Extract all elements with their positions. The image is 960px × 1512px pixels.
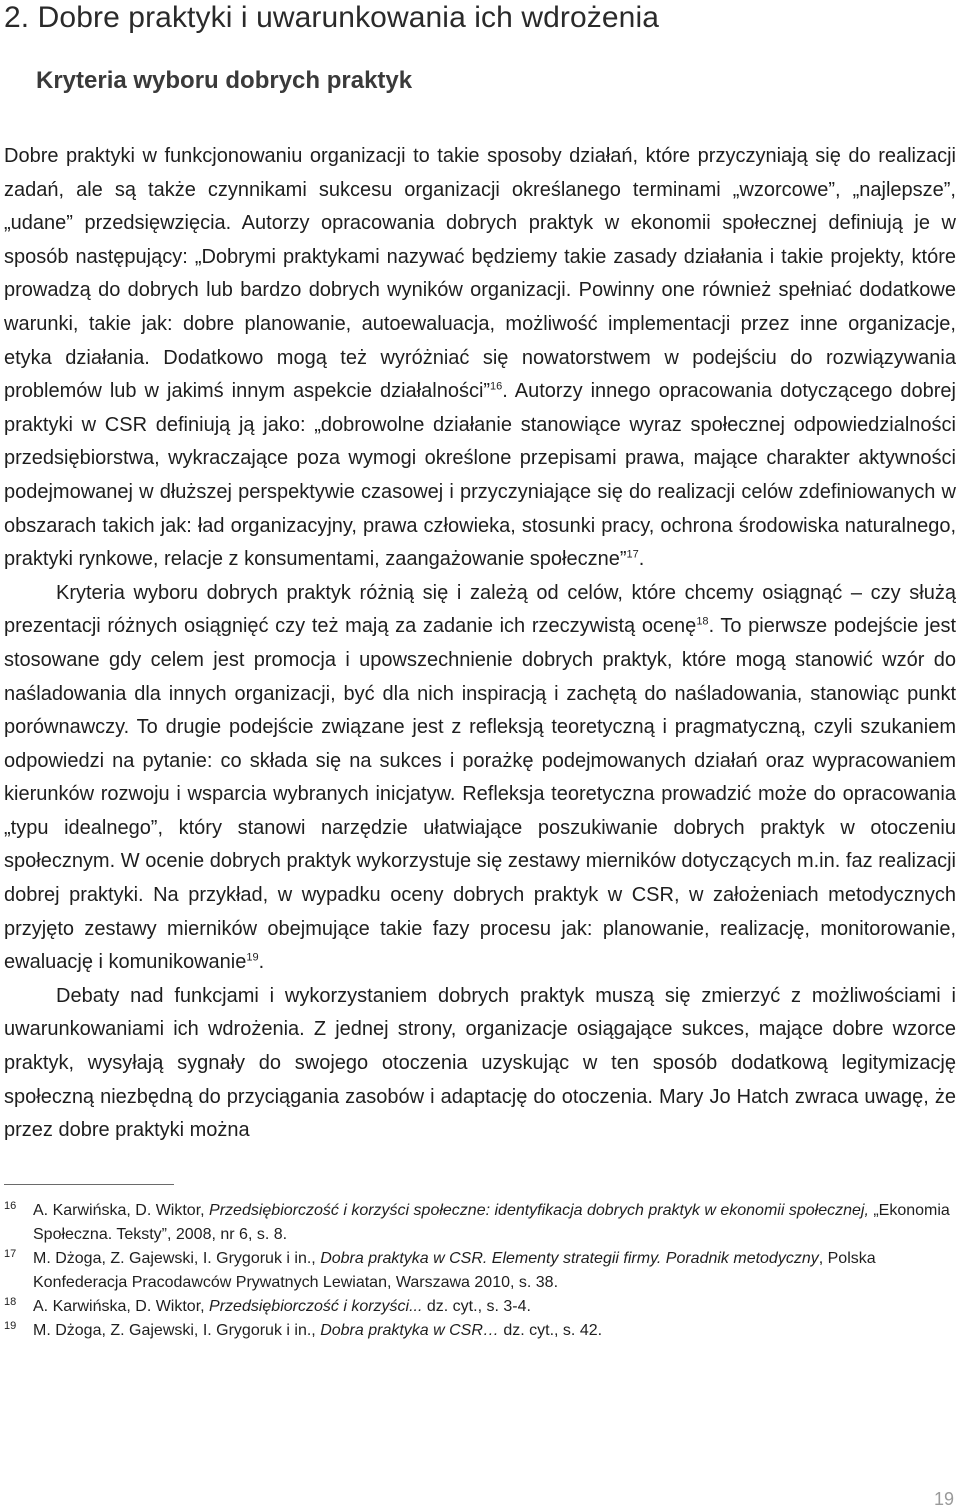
paragraph-text: . To pierwsze podejście jest stosowane gdy celem jest promocja i upowszechnienie dobrych praktyk, które mogą stanowić wzór do naśladowania dla innych organizacji, być dla nich inspiracją i zachętą do naśladowania, stanowiąc punkt porównawczy. To drugie podejście związane jest z refleksją teoretyczną i pragmatyczną, czyli szukaniem odpowiedzi na pytanie: co składa się na sukces i porażkę podejmowanych działań oraz wypracowaniem kierunków rozwoju i wsparcia wybranych inicjatyw. Refleksja teoretyczna prowadzić może do opracowania „typu idealnego”, który stanowi narzędzie ułatwiające poszukiwanie dobrych praktyk w otoczeniu społecznym. W ocenie dobrych praktyk wykorzystuje się zestawy mierników dotyczących m.in. faz realizacji dobrej praktyki. Na przykład, w wypadku oceny dobrych praktyk w CSR, w założeniach metodycznych przyjęto zestawy mierników obejmujące takie fazy procesu jak: planowanie, realizację, monitorowanie, ewaluację i komunikowanie xyxy=(4,615,956,974)
footnote-number: 17 xyxy=(4,1247,17,1260)
footnote-text: M. Dżoga, Z. Gajewski, I. Grygoruk i in., xyxy=(33,1321,321,1339)
footnote-text: „Ekonomia Społeczna. Teksty”, 2008, nr 6, s. 8. xyxy=(33,1201,950,1243)
footnote-title: Przedsiębiorczość i korzyści społeczne: identyfikacja dobrych praktyk w ekonomii społecznej, xyxy=(209,1201,869,1219)
paragraph-text: Dobre praktyki w funkcjonowaniu organizacji to takie sposoby działań, które przyczyniają się do realizacji zadań, ale są także czynnikami sukcesu organizacji określanego terminami „wzorcowe”, „najlepsze”, „udane” przedsięwzięcia. Autorzy opracowania dobrych praktyk w ekonomii społecznej definiują je w sposób następujący: „Dobrymi praktykami nazywać będziemy takie zasady działania i takie projekty, które prowadzą do dobrych lub bardzo dobrych wyników organizacji. Powinny one również spełniać dodatkowe warunki, takie jak: dobre planowanie, autoewaluacja, możliwość implementacji przez inne organizacje, etyka działania. Dodatkowo mogą też wyróżniać się nowatorstwem w podejściu do rozwiązywania problemów lub w jakimś innym aspekcie działalności” xyxy=(4,145,956,403)
footnote-text: A. Karwińska, D. Wiktor, xyxy=(33,1297,210,1315)
paragraph-3 xyxy=(4,980,956,1148)
chapter-title: 2. Dobre praktyki i uwarunkowania ich wdrożenia xyxy=(4,1,660,34)
paragraph-1 xyxy=(4,140,956,577)
paragraph-text: . xyxy=(638,548,645,571)
footnote-title: Dobra praktyka w CSR… xyxy=(320,1321,499,1339)
footnote-text: dz. cyt., s. 42. xyxy=(498,1321,603,1339)
paragraph-text: . xyxy=(258,951,265,974)
page-number: 19 xyxy=(933,1489,954,1509)
footnote-text: , Polska Konfederacja Pracodawców Prywatnych Lewiatan, Warszawa 2010, s. 38. xyxy=(33,1249,876,1291)
footnote-number: 19 xyxy=(4,1319,17,1332)
section-title: Kryteria wyboru dobrych praktyk xyxy=(36,67,413,94)
footnote-17 xyxy=(4,1247,956,1295)
footnote-divider xyxy=(4,1184,174,1185)
footnotes xyxy=(4,1199,956,1343)
body-text xyxy=(4,140,956,1148)
footnote-text: A. Karwińska, D. Wiktor, xyxy=(33,1201,210,1219)
footnote-16 xyxy=(4,1199,956,1247)
footnote-19 xyxy=(4,1319,956,1343)
footnote-ref-19[interactable]: 19 xyxy=(246,951,259,964)
footnote-number: 18 xyxy=(4,1295,17,1308)
footnote-ref-18[interactable]: 18 xyxy=(696,615,709,628)
paragraph-text: Kryteria wyboru dobrych praktyk różnią się i zależą od celów, które chcemy osiągnąć – czy służą prezentacji różnych osiągnięć czy też mają za zadanie ich rzeczywistą ocenę xyxy=(4,581,956,638)
paragraph-2 xyxy=(4,577,956,980)
footnote-ref-16[interactable]: 16 xyxy=(490,380,503,393)
paragraph-text: . Autorzy innego opracowania dotyczącego dobrej praktyki w CSR definiują ją jako: „dobrowolne działanie stanowiące wyraz społecznej odpowiedzialności przedsiębiorstwa, wykraczające poza wymogi określone przepisami prawa, mające charakter aktywności podejmowanej w dłuższej perspektywie czasowej i przyczyniające się do realizacji celów zdefiniowanych w obszarach takich jak: ład organizacyjny, prawa człowieka, stosunki pracy, ochrona środowiska naturalnego, praktyki rynkowe, relacje z konsumentami, zaangażowanie społeczne” xyxy=(4,380,956,571)
footnote-title: Przedsiębiorczość i korzyści... xyxy=(209,1297,423,1315)
footnote-ref-17[interactable]: 17 xyxy=(626,548,639,561)
footnote-18 xyxy=(4,1295,956,1319)
footnote-text: dz. cyt., s. 3-4. xyxy=(422,1297,531,1315)
paragraph-text: Debaty nad funkcjami i wykorzystaniem dobrych praktyk muszą się zmierzyć z możliwościami i uwarunkowaniami ich wdrożenia. Z jednej strony, organizacje osiągające sukces, mające dobre wzorce praktyk, wysyłają sygnały do swojego otoczenia uzyskując w ten sposób dodatkową legitymizację społeczną niezbędną do przyciągania zasobów i adaptację do otoczenia. Mary Jo Hatch zwraca uwagę, że przez dobre praktyki można xyxy=(4,984,956,1142)
footnote-title: Dobra praktyka w CSR. Elementy strategii firmy. Poradnik metodyczny xyxy=(320,1249,819,1267)
footnote-number: 16 xyxy=(4,1199,17,1212)
footnote-text: M. Dżoga, Z. Gajewski, I. Grygoruk i in., xyxy=(33,1249,321,1267)
